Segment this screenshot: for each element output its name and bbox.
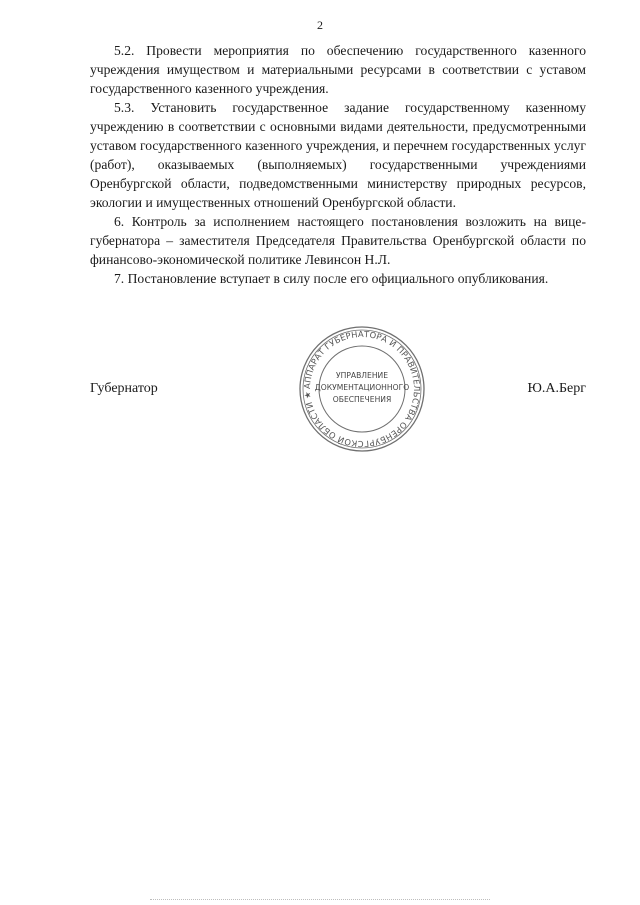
signature-title: Губернатор bbox=[90, 381, 158, 396]
page-number: 2 bbox=[317, 18, 323, 32]
signature-name: Ю.А.Берг bbox=[527, 381, 586, 396]
official-stamp bbox=[297, 324, 427, 454]
stamp-seal-icon bbox=[297, 324, 427, 454]
document-body bbox=[90, 41, 586, 288]
paragraph-5-3: 5.3. Установить государственное задание государственному казенному учреждению в соответствии с основными видами деятельности, предусмотренными уставом государственного казенного учреждения, и перечнем государственных услуг (работ), оказываемых (выполняемых) государственными учреждениями Оренбургской области, подведомственными министерству природных ресурсов, экологии и имущественных отношений Оренбургской области. bbox=[90, 100, 586, 210]
stamp-center-line-1: УПРАВЛЕНИЕ bbox=[335, 371, 389, 380]
svg-text:АППАРАТ ГУБЕРНАТОРА И ПРАВИТЕЛ: АППАРАТ ГУБЕРНАТОРА И ПРАВИТЕЛЬСТВА ОРЕНБУРГСКОЙ ОБЛАСТИ ★ bbox=[301, 328, 423, 450]
stamp-ring-text: АППАРАТ ГУБЕРНАТОРА И ПРАВИТЕЛЬСТВА ОРЕНБУРГСКОЙ ОБЛАСТИ bbox=[301, 328, 423, 450]
paragraph-5-2: 5.2. Провести мероприятия по обеспечению государственного казенного учреждения имуществом и материальными ресурсами в соответствии с уставом государственного казенного учреждения. bbox=[90, 43, 586, 96]
stamp-center-line-2: ДОКУМЕНТАЦИОННОГО bbox=[314, 383, 410, 392]
stamp-center-line-3: ОБЕСПЕЧЕНИЯ bbox=[332, 395, 392, 404]
scan-artifact-line bbox=[150, 899, 490, 903]
paragraph-6: 6. Контроль за исполнением настоящего постановления возложить на вице-губернатора – заместителя Председателя Правительства Оренбургской области по финансово-экономической политике Левинсон Н.Л. bbox=[90, 214, 586, 267]
paragraph-7: 7. Постановление вступает в силу после его официального опубликования. bbox=[114, 271, 549, 286]
